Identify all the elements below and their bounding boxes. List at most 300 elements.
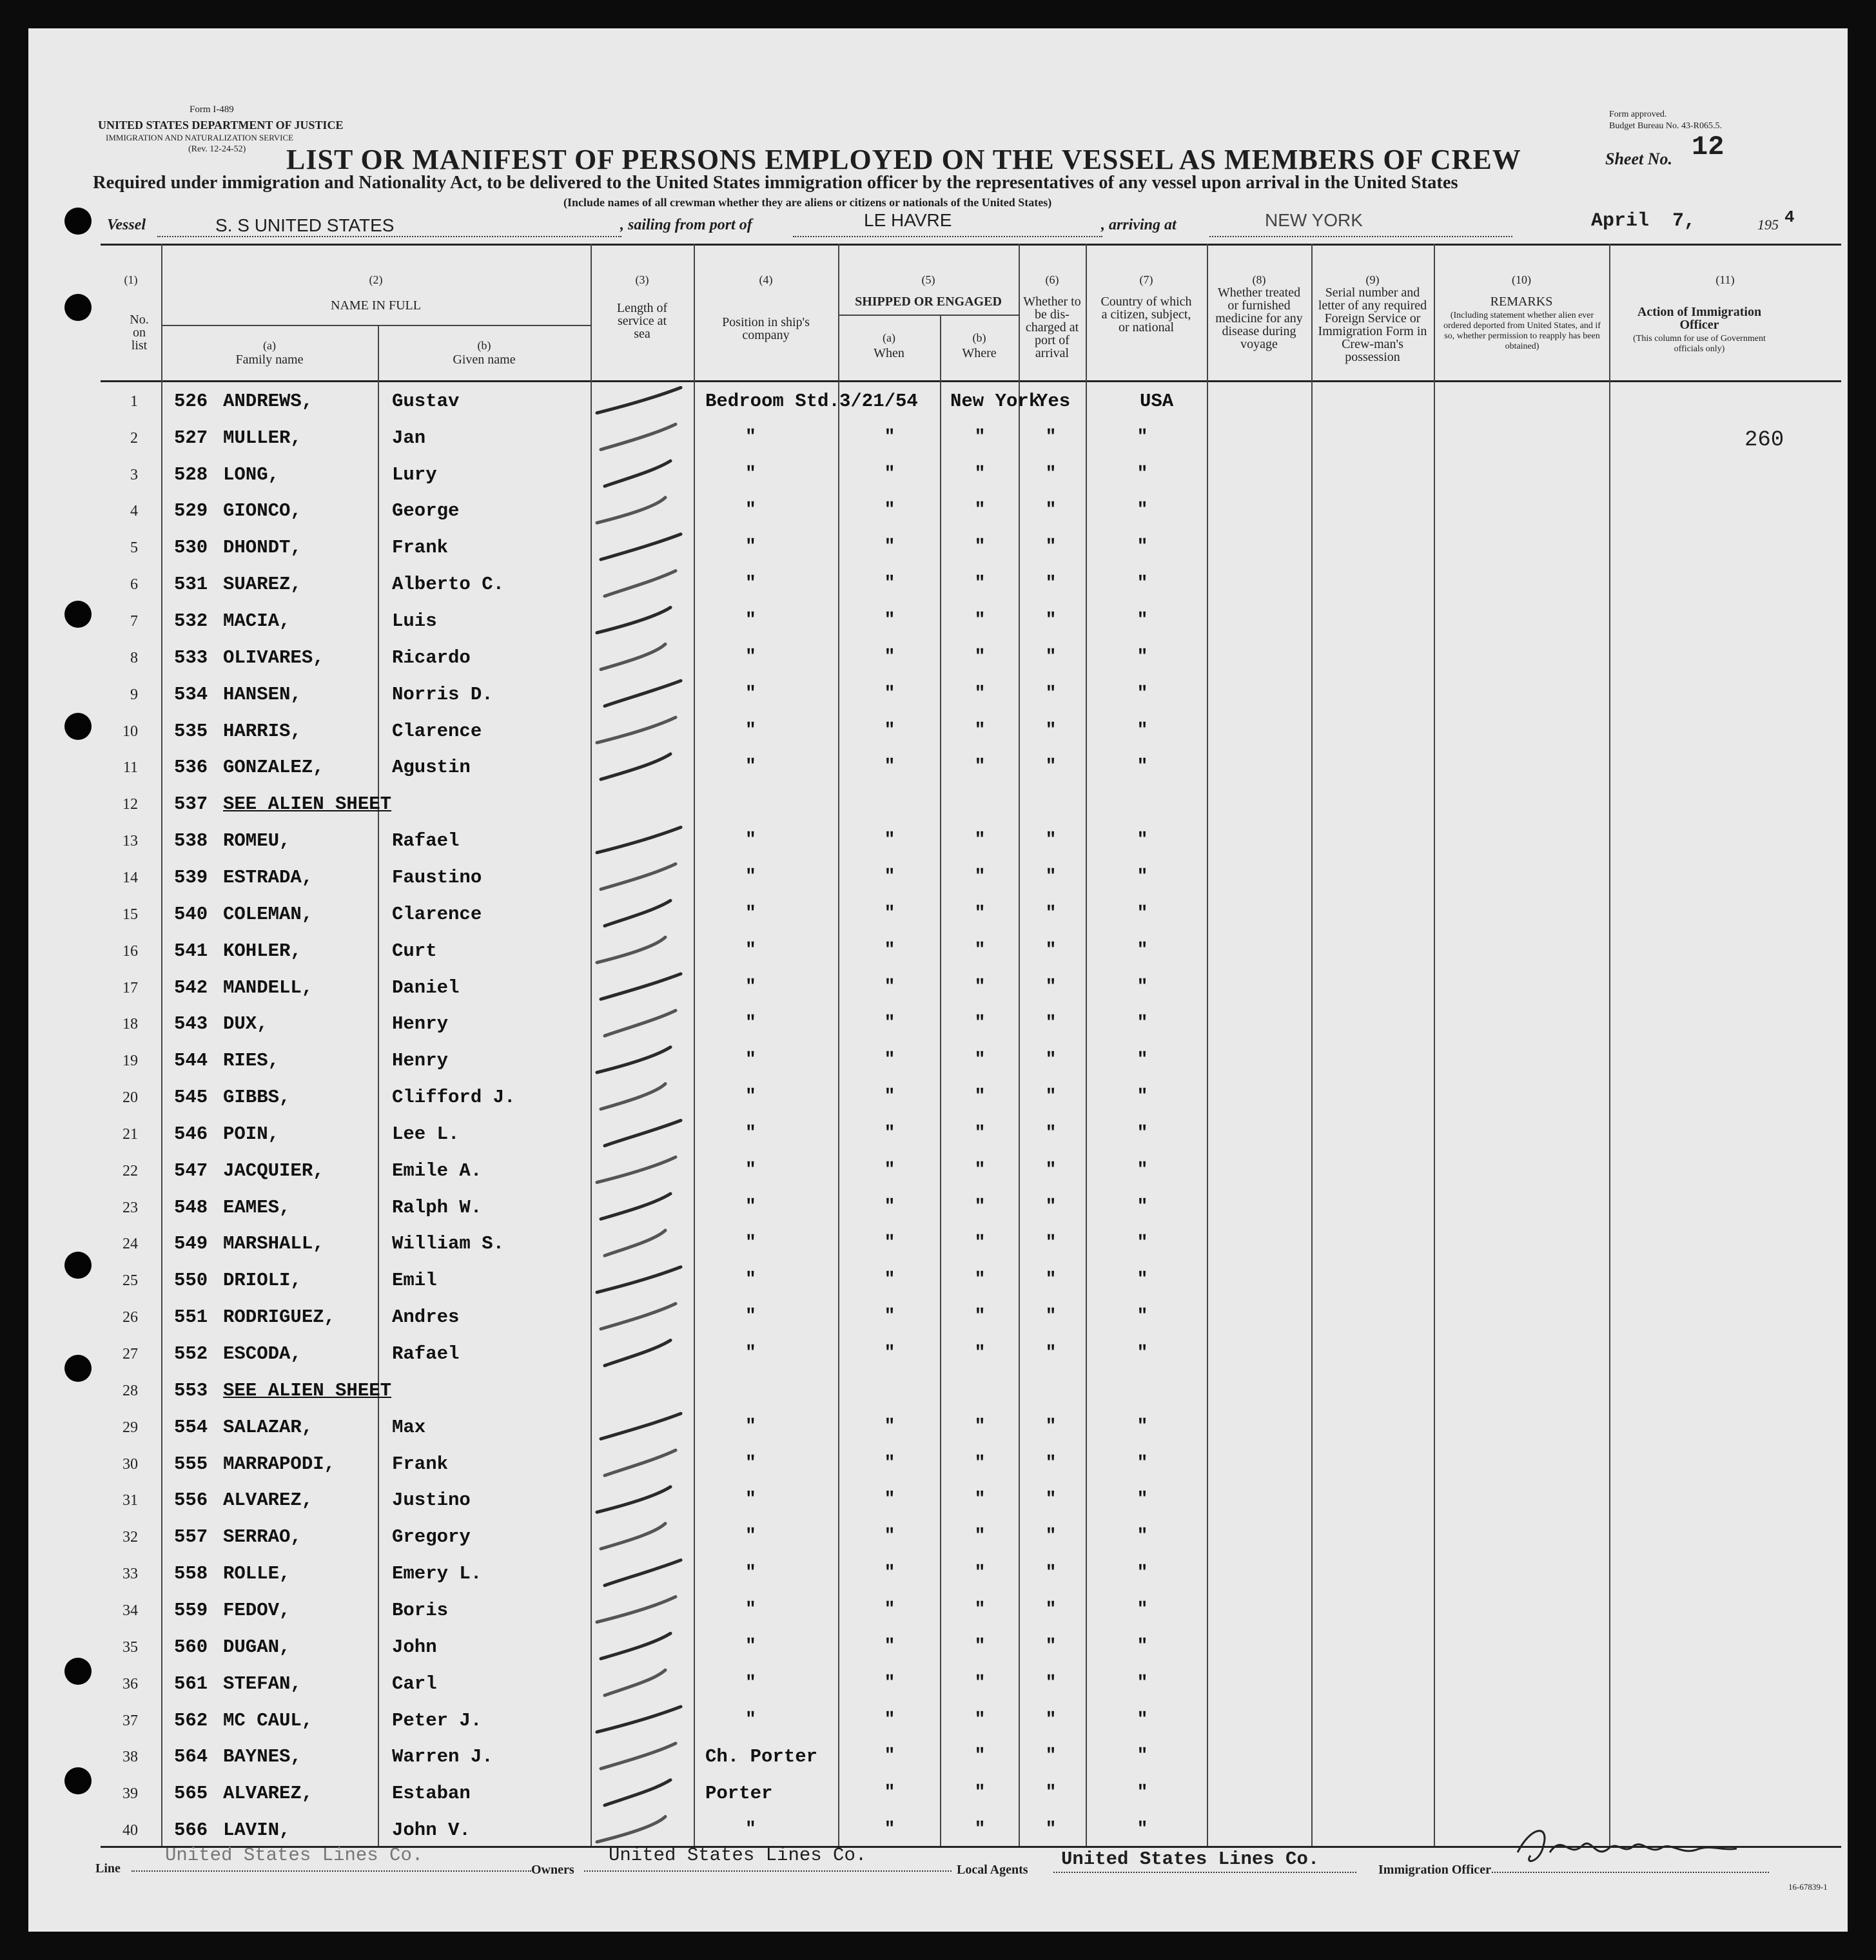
- line-number: 25: [122, 1272, 138, 1290]
- discharge-at-arrival: ": [1045, 683, 1057, 704]
- given-name: Henry: [392, 1013, 449, 1035]
- crew-list-number: 547: [174, 1160, 208, 1181]
- punch-hole: [64, 208, 92, 235]
- line-number: 21: [122, 1125, 138, 1143]
- country-of-citizenship: ": [1137, 1270, 1148, 1290]
- engaged-place: ": [974, 1526, 986, 1547]
- given-name: Henry: [392, 1050, 449, 1072]
- crew-list-number: 532: [174, 610, 208, 632]
- owners-label: Owners: [531, 1863, 574, 1877]
- ship-position: ": [745, 1599, 756, 1620]
- col11-number: (11): [1715, 273, 1735, 286]
- given-name: Emery L.: [392, 1563, 482, 1585]
- engaged-place: ": [974, 976, 986, 997]
- service-stroke: [601, 754, 670, 779]
- year-suffix: 4: [1784, 208, 1795, 227]
- manifest-sheet: [28, 28, 1848, 1932]
- col8-number: (8): [1252, 273, 1266, 286]
- family-name: RODRIGUEZ,: [223, 1306, 336, 1328]
- crew-list-number: 558: [174, 1563, 208, 1585]
- discharge-at-arrival: ": [1045, 1673, 1057, 1693]
- engaged-date: ": [884, 1489, 895, 1510]
- line-number: 14: [122, 869, 138, 886]
- discharge-at-arrival: ": [1045, 1233, 1057, 1254]
- engaged-date: ": [884, 1013, 895, 1034]
- engaged-place: ": [974, 1087, 986, 1107]
- agents-value: United States Lines Co.: [1061, 1848, 1320, 1870]
- given-name: Jan: [392, 427, 426, 449]
- discharge-at-arrival: ": [1045, 574, 1057, 594]
- col5b-number: (b): [972, 331, 986, 344]
- given-name: Norris D.: [392, 683, 493, 705]
- engaged-date: ": [884, 830, 895, 851]
- punch-hole: [64, 294, 92, 321]
- given-name: Clarence: [392, 720, 482, 742]
- given-name: Clarence: [392, 903, 482, 925]
- col6-number: (6): [1045, 273, 1059, 286]
- crew-list-number: 536: [174, 757, 208, 779]
- ship-position: ": [745, 1233, 756, 1254]
- engaged-place: ": [974, 1343, 986, 1364]
- col9-number: (9): [1365, 273, 1380, 286]
- family-name: DUX,: [223, 1013, 268, 1035]
- given-name: Lee L.: [392, 1123, 460, 1145]
- col10-number: (10): [1512, 273, 1531, 286]
- crew-list-number: 542: [174, 976, 208, 998]
- family-name: ALVAREZ,: [223, 1783, 313, 1805]
- country-of-citizenship: ": [1137, 940, 1148, 960]
- ship-position: ": [745, 463, 756, 484]
- discharge-at-arrival: ": [1045, 903, 1057, 924]
- family-name: DHONDT,: [223, 537, 302, 559]
- engaged-place: ": [974, 1783, 986, 1803]
- discharge-at-arrival: ": [1045, 1819, 1057, 1840]
- officer-signature: [1505, 1820, 1750, 1872]
- given-name: Andres: [392, 1306, 460, 1328]
- line-number: 13: [122, 833, 138, 850]
- service-stroke: [605, 1120, 681, 1145]
- ship-position: ": [745, 940, 756, 960]
- family-name: ESTRADA,: [223, 866, 313, 888]
- col2a-header: Family name: [235, 353, 304, 367]
- service-stroke: [601, 1084, 665, 1109]
- family-name: KOHLER,: [223, 940, 302, 962]
- engaged-date: ": [884, 1306, 895, 1327]
- engaged-date: ": [884, 463, 895, 484]
- sheet-label: Sheet No.: [1605, 150, 1672, 168]
- col7-header: Country of which a citizen, subject, or national: [1100, 295, 1192, 335]
- officer-action-mark: 260: [1744, 428, 1784, 452]
- col10-note: (Including statement whether alien ever ordered deported from United States, and if so, whether permission to reapply has been obtained): [1443, 311, 1601, 351]
- discharge-at-arrival: ": [1045, 610, 1057, 631]
- punch-hole: [64, 601, 92, 628]
- discharge-at-arrival: ": [1045, 1599, 1057, 1620]
- discharge-at-arrival: ": [1045, 1489, 1057, 1510]
- country-of-citizenship: ": [1137, 1233, 1148, 1254]
- line-number: 34: [122, 1602, 138, 1619]
- family-name: BAYNES,: [223, 1746, 302, 1768]
- service-stroke: [601, 1743, 676, 1769]
- col3-header: Length of service at sea: [616, 301, 668, 341]
- punch-hole: [64, 713, 92, 740]
- service-stroke: [597, 387, 681, 412]
- family-name: JACQUIER,: [223, 1160, 324, 1181]
- engaged-date: ": [884, 903, 895, 924]
- engaged-date: ": [884, 683, 895, 704]
- line-number: 39: [122, 1785, 138, 1803]
- ship-position: ": [745, 1270, 756, 1290]
- crew-list-number: 541: [174, 940, 208, 962]
- crew-list-number: 528: [174, 463, 208, 485]
- family-name: GIONCO,: [223, 500, 302, 522]
- ship-position: ": [745, 683, 756, 704]
- crew-list-number: 560: [174, 1636, 208, 1658]
- line-number: 37: [122, 1712, 138, 1729]
- service-stroke: [601, 974, 681, 999]
- country-of-citizenship: ": [1137, 1416, 1148, 1437]
- crew-list-number: 529: [174, 500, 208, 522]
- given-name: George: [392, 500, 460, 522]
- service-stroke: [605, 900, 670, 926]
- engaged-date: ": [884, 1123, 895, 1143]
- family-name: HARRIS,: [223, 720, 302, 742]
- line-number: 17: [122, 979, 138, 996]
- engaged-place: ": [974, 1636, 986, 1656]
- service-stroke: [601, 1413, 681, 1439]
- engaged-place: ": [974, 720, 986, 741]
- discharge-at-arrival: ": [1045, 500, 1057, 521]
- ship-position: ": [745, 1343, 756, 1364]
- family-name: SALAZAR,: [223, 1416, 313, 1438]
- service-stroke: [601, 534, 681, 559]
- crew-list-number: 559: [174, 1599, 208, 1621]
- country-of-citizenship: ": [1137, 683, 1148, 704]
- country-of-citizenship: ": [1137, 1599, 1148, 1620]
- arrival-date: April 7,: [1591, 210, 1696, 232]
- crew-list-number: 548: [174, 1196, 208, 1218]
- engaged-place: ": [974, 610, 986, 631]
- col5-header: SHIPPED OR ENGAGED: [855, 295, 1002, 309]
- service-stroke: [597, 607, 670, 632]
- family-name: OLIVARES,: [223, 646, 324, 668]
- discharge-at-arrival: ": [1045, 1123, 1057, 1143]
- line-label: Line: [95, 1861, 121, 1876]
- discharge-at-arrival: ": [1045, 1526, 1057, 1547]
- given-name: William S.: [392, 1233, 505, 1255]
- family-name: ALVAREZ,: [223, 1489, 313, 1511]
- engaged-place: ": [974, 1453, 986, 1473]
- family-name: MARRAPODI,: [223, 1453, 336, 1475]
- engaged-date: ": [884, 1819, 895, 1840]
- given-name: Max: [392, 1416, 426, 1438]
- col2-number: (2): [369, 273, 383, 286]
- discharge-at-arrival: Yes: [1037, 390, 1071, 412]
- engaged-place: ": [974, 1819, 986, 1840]
- country-of-citizenship: ": [1137, 757, 1148, 777]
- engaged-date: ": [884, 1050, 895, 1071]
- punch-hole: [64, 1252, 92, 1279]
- engaged-date: ": [884, 574, 895, 594]
- engaged-date: ": [884, 1673, 895, 1693]
- arrival-port: NEW YORK: [1265, 210, 1363, 230]
- family-name: COLEMAN,: [223, 903, 313, 925]
- engaged-date: ": [884, 1416, 895, 1437]
- family-name: ESCODA,: [223, 1343, 302, 1365]
- col7-number: (7): [1139, 273, 1153, 286]
- country-of-citizenship: ": [1137, 1489, 1148, 1510]
- ship-position: ": [745, 720, 756, 741]
- punch-hole: [64, 1355, 92, 1382]
- country-of-citizenship: ": [1137, 1343, 1148, 1364]
- engaged-place: ": [974, 1123, 986, 1143]
- ship-position: ": [745, 646, 756, 667]
- ship-position: Porter: [705, 1783, 773, 1805]
- service-stroke: [597, 1047, 670, 1072]
- punch-hole: [64, 1767, 92, 1794]
- service-stroke: [601, 1304, 676, 1329]
- ship-position: ": [745, 830, 756, 851]
- discharge-at-arrival: ": [1045, 757, 1057, 777]
- department-line: UNITED STATES DEPARTMENT OF JUSTICE: [98, 119, 344, 131]
- country-of-citizenship: ": [1137, 537, 1148, 558]
- discharge-at-arrival: ": [1045, 1160, 1057, 1180]
- engaged-place: ": [974, 1306, 986, 1327]
- crew-list-number: 543: [174, 1013, 208, 1035]
- engaged-place: ": [974, 830, 986, 851]
- ship-position: ": [745, 1636, 756, 1656]
- engaged-place: ": [974, 1709, 986, 1730]
- ship-position: ": [745, 1416, 756, 1437]
- discharge-at-arrival: ": [1045, 976, 1057, 997]
- ship-position: ": [745, 1453, 756, 1473]
- col5a-number: (a): [883, 331, 895, 344]
- given-name: Ralph W.: [392, 1196, 482, 1218]
- discharge-at-arrival: ": [1045, 1343, 1057, 1364]
- line-number: 27: [122, 1346, 138, 1363]
- crew-list-number: 546: [174, 1123, 208, 1145]
- country-of-citizenship: ": [1137, 1746, 1148, 1767]
- engaged-place: ": [974, 1160, 986, 1180]
- crew-list-number: 545: [174, 1087, 208, 1109]
- line-number: 11: [122, 759, 138, 777]
- family-name: ANDREWS,: [223, 390, 313, 412]
- line-number: 20: [122, 1089, 138, 1107]
- given-name: Carl: [392, 1673, 437, 1694]
- service-stroke: [605, 1450, 676, 1475]
- vessel-label: Vessel: [107, 217, 146, 233]
- family-name: DRIOLI,: [223, 1270, 302, 1292]
- engaged-date: ": [884, 1233, 895, 1254]
- col1-header: No. on list: [130, 313, 149, 353]
- line-number: 18: [122, 1016, 138, 1033]
- line-number: 9: [130, 686, 138, 703]
- crew-list-number: 535: [174, 720, 208, 742]
- crew-list-number: 564: [174, 1746, 208, 1768]
- discharge-at-arrival: ": [1045, 427, 1057, 447]
- service-stroke: [605, 571, 676, 596]
- engaged-date: ": [884, 1196, 895, 1217]
- col3-number: (3): [635, 273, 649, 286]
- line-number: 33: [122, 1566, 138, 1583]
- service-stroke: [597, 937, 665, 962]
- crew-list-number: 544: [174, 1050, 208, 1072]
- budget-bureau-line: Budget Bureau No. 43-R065.5.: [1609, 121, 1722, 131]
- line-number: 3: [130, 466, 138, 483]
- col11-header: Action of Immigration Officer: [1637, 305, 1762, 332]
- engaged-date: ": [884, 500, 895, 521]
- service-stroke: [597, 1596, 676, 1622]
- engaged-date: ": [884, 1783, 895, 1803]
- col11-note: (This column for use of Government officials only): [1633, 334, 1766, 354]
- line-number: 7: [130, 613, 138, 630]
- engaged-date: ": [884, 1526, 895, 1547]
- ship-position: ": [745, 1050, 756, 1071]
- engaged-date: ": [884, 1343, 895, 1364]
- form-instruction: (Include names of all crewman whether they are aliens or citizens or nationals of the United States): [563, 196, 1052, 209]
- country-of-citizenship: ": [1137, 720, 1148, 741]
- ship-position: ": [745, 866, 756, 887]
- given-name: Justino: [392, 1489, 471, 1511]
- engaged-date: ": [884, 610, 895, 631]
- country-of-citizenship: ": [1137, 463, 1148, 484]
- engaged-date: ": [884, 940, 895, 960]
- crew-list-number: 533: [174, 646, 208, 668]
- engaged-date: 3/21/54: [839, 390, 918, 412]
- approval-line: Form approved.: [1609, 110, 1667, 119]
- engaged-place: ": [974, 757, 986, 777]
- line-number: 24: [122, 1236, 138, 1253]
- discharge-at-arrival: ": [1045, 1306, 1057, 1327]
- engaged-date: ": [884, 866, 895, 887]
- engaged-date: ": [884, 1160, 895, 1180]
- ship-position: ": [745, 1819, 756, 1840]
- given-name: Frank: [392, 537, 449, 559]
- line-number: 23: [122, 1199, 138, 1216]
- ship-position: ": [745, 1123, 756, 1143]
- given-name: Lury: [392, 463, 437, 485]
- country-of-citizenship: ": [1137, 1673, 1148, 1693]
- col9-header: Serial number and letter of any required Foreign Service or Immigration Form in Crew-man's possession: [1318, 286, 1427, 364]
- country-of-citizenship: ": [1137, 1160, 1148, 1180]
- ship-position: ": [745, 1196, 756, 1217]
- engaged-place: ": [974, 574, 986, 594]
- service-stroke: [605, 1560, 681, 1586]
- crew-list-number: 553: [174, 1379, 208, 1401]
- engaged-place: ": [974, 683, 986, 704]
- family-name: STEFAN,: [223, 1673, 302, 1694]
- country-of-citizenship: ": [1137, 1783, 1148, 1803]
- given-name: Peter J.: [392, 1709, 482, 1731]
- service-stroke: [597, 498, 665, 523]
- crew-list-number: 534: [174, 683, 208, 705]
- country-of-citizenship: ": [1137, 1196, 1148, 1217]
- engaged-place: ": [974, 463, 986, 484]
- line-number: 12: [122, 796, 138, 813]
- service-stroke: [597, 1707, 681, 1732]
- crew-list-number: 566: [174, 1819, 208, 1841]
- punch-hole: [64, 1658, 92, 1685]
- discharge-at-arrival: ": [1045, 830, 1057, 851]
- engaged-date: ": [884, 1270, 895, 1290]
- country-of-citizenship: ": [1137, 1709, 1148, 1730]
- discharge-at-arrival: ": [1045, 537, 1057, 558]
- crew-list-number: 526: [174, 390, 208, 412]
- family-name: LONG,: [223, 463, 280, 485]
- engaged-place: ": [974, 500, 986, 521]
- family-name: ROMEU,: [223, 830, 291, 852]
- discharge-at-arrival: ": [1045, 646, 1057, 667]
- country-of-citizenship: ": [1137, 646, 1148, 667]
- line-number: 38: [122, 1749, 138, 1766]
- discharge-at-arrival: ": [1045, 1196, 1057, 1217]
- col4-number: (4): [759, 273, 773, 286]
- ship-position: ": [745, 1489, 756, 1510]
- family-name: MULLER,: [223, 427, 302, 449]
- given-name: Rafael: [392, 1343, 460, 1365]
- given-name: Gustav: [392, 390, 460, 412]
- ship-position: ": [745, 1087, 756, 1107]
- given-name: Alberto C.: [392, 574, 505, 596]
- print-code: 16-67839-1: [1788, 1882, 1828, 1892]
- ship-position: ": [745, 610, 756, 631]
- crew-list-number: 555: [174, 1453, 208, 1475]
- line-number: 8: [130, 649, 138, 666]
- family-name: LAVIN,: [223, 1819, 291, 1841]
- service-stroke: [605, 681, 681, 706]
- ship-position: ": [745, 1306, 756, 1327]
- country-of-citizenship: ": [1137, 1563, 1148, 1584]
- service-stroke: [605, 1011, 676, 1036]
- family-name: FEDOV,: [223, 1599, 291, 1621]
- line-number: 15: [122, 906, 138, 923]
- family-name: SUAREZ,: [223, 574, 302, 596]
- given-name: Luis: [392, 610, 437, 632]
- ship-position: ": [745, 1526, 756, 1547]
- discharge-at-arrival: ": [1045, 1746, 1057, 1767]
- ship-position: ": [745, 976, 756, 997]
- family-name: DUGAN,: [223, 1636, 291, 1658]
- sheet-number: 12: [1692, 131, 1725, 162]
- discharge-at-arrival: ": [1045, 1636, 1057, 1656]
- family-name: POIN,: [223, 1123, 280, 1145]
- service-stroke: [605, 461, 670, 486]
- given-name: John: [392, 1636, 437, 1658]
- vessel-name: S. S UNITED STATES: [215, 215, 395, 235]
- family-name: GONZALEZ,: [223, 757, 324, 779]
- engaged-date: ": [884, 1636, 895, 1656]
- crew-list-number: 538: [174, 830, 208, 852]
- col4-header: Position in ship's company: [722, 315, 810, 342]
- engaged-place: ": [974, 1563, 986, 1584]
- service-stroke: [597, 1267, 681, 1292]
- country-of-citizenship: ": [1137, 1013, 1148, 1034]
- crew-list-number: 551: [174, 1306, 208, 1328]
- service-stroke: [605, 1780, 670, 1805]
- col8-header: Whether treated or furnished medicine for any disease during voyage: [1215, 286, 1303, 351]
- ship-position: Bedroom Std.: [705, 390, 840, 412]
- line-number: 35: [122, 1638, 138, 1656]
- col5-number: (5): [921, 273, 935, 286]
- crew-list-number: 552: [174, 1343, 208, 1365]
- revision-date: (Rev. 12-24-52): [188, 144, 246, 154]
- col2b-header: Given name: [453, 353, 516, 367]
- discharge-at-arrival: ": [1045, 1709, 1057, 1730]
- crew-list-number: 565: [174, 1783, 208, 1805]
- family-name: HANSEN,: [223, 683, 302, 705]
- service-stroke: [597, 1487, 670, 1512]
- crew-list-number: 556: [174, 1489, 208, 1511]
- family-name: ROLLE,: [223, 1563, 291, 1585]
